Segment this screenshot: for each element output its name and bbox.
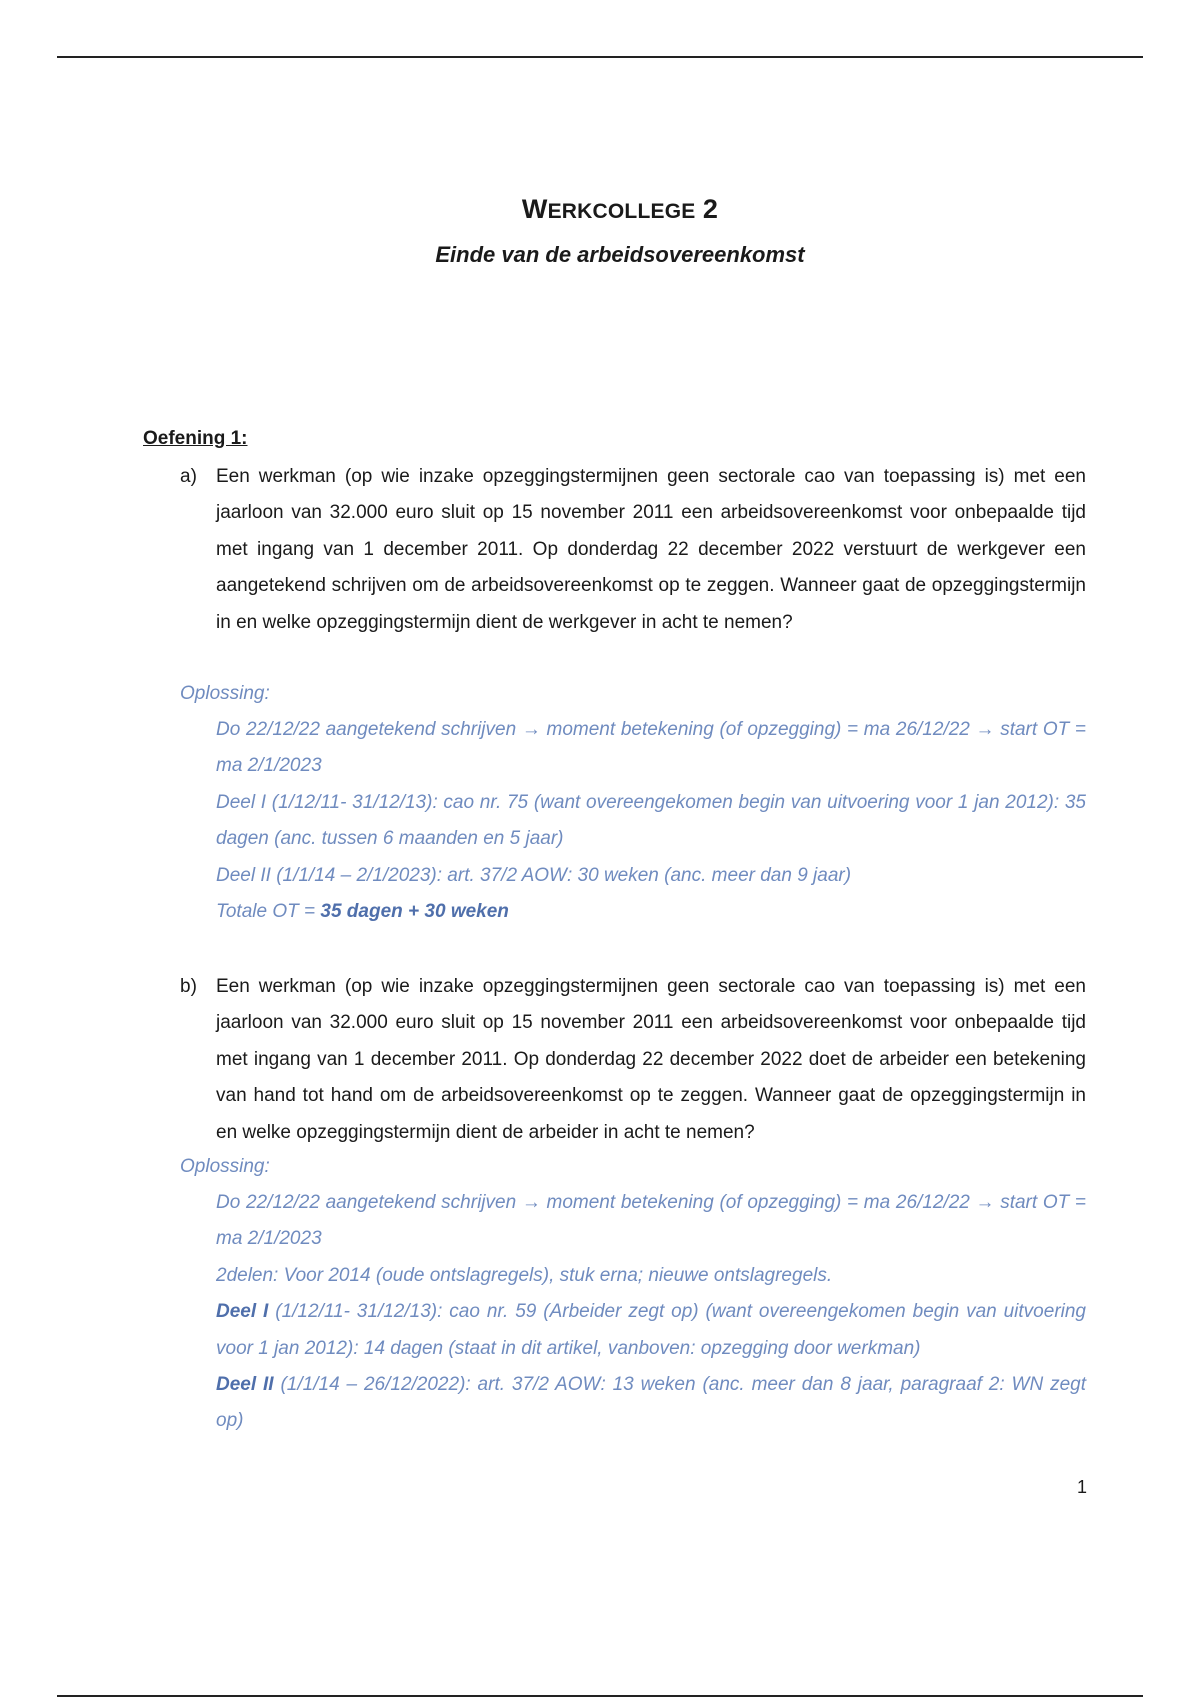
solution-b-line-2: 2delen: Voor 2014 (oude ontslagregels), stuk erna; nieuwe ontslagregels. xyxy=(216,1264,833,1286)
solution-a-total-value: 35 dagen + 30 weken xyxy=(320,901,509,923)
solution-b xyxy=(216,1185,1086,1440)
header-rule xyxy=(57,56,1143,58)
page-title: WERKCOLLEGE 2 xyxy=(521,194,719,224)
solution-b-deel-2: Deel II (1/1/14 – 26/12/2022): art. 37/2 AOW: 13 weken (anc. meer dan 8 jaar, paragraaf 2: WN zegt op) xyxy=(216,1374,1086,1432)
question-b: Een werkman (op wie inzake opzeggingstermijnen geen sectorale cao van toepassing is) met een jaarloon van 32.000 euro sluit op 15 november 2011 een arbeidsovereenkomst voor onbepaalde tijd met ingang van 1 december 2011. Op donderdag 22 december 2022 doet de arbeider een betekening van hand tot hand om de arbeidsovereenkomst op te zeggen. Wanneer gaat de opzeggingstermijn in en welke opzeggingstermijn dient de arbeider in acht te nemen? xyxy=(216,976,1086,1143)
solution-a-line-2: Deel I (1/12/11- 31/12/13): cao nr. 75 (want overeengekomen begin van uitvoering voor 1 jan 2012): 35 dagen (anc. tussen 6 maanden en 5 jaar) xyxy=(216,791,1086,850)
page-number: 1 xyxy=(1077,1477,1088,1497)
footer-rule xyxy=(57,1695,1143,1697)
exercise-heading: Oefening 1: xyxy=(143,428,248,449)
solution-b-deel-1: Deel I (1/12/11- 31/12/13): cao nr. 59 (Arbeider zegt op) (want overeengekomen begin van uitvoering voor 1 jan 2012): 14 dagen (staat in dit artikel, vanboven: opzegging door werkman) xyxy=(216,1301,1086,1359)
solution-a-total: Totale OT = 35 dagen + 30 weken xyxy=(216,901,509,923)
solution-label-b: Oplossing: xyxy=(180,1156,270,1177)
solution-a-line-3: Deel II (1/1/14 – 2/1/2023): art. 37/2 AOW: 30 weken (anc. meer dan 9 jaar) xyxy=(216,864,852,886)
solution-label-a: Oplossing: xyxy=(180,683,270,704)
item-label-b: b) xyxy=(180,976,197,997)
solution-b-line-1: Do 22/12/22 aangetekend schrijven → moment betekening (of opzegging) = ma 26/12/22 → start OT = ma 2/1/2023 xyxy=(216,1192,1086,1250)
solution-a-line-1: Do 22/12/22 aangetekend schrijven → moment betekening (of opzegging) = ma 26/12/22 → start OT = ma 2/1/2023 xyxy=(216,719,1086,777)
page-subtitle: Einde van de arbeidsovereenkomst xyxy=(435,242,805,267)
item-label-a: a) xyxy=(180,466,197,487)
question-a: Een werkman (op wie inzake opzeggingstermijnen geen sectorale cao van toepassing is) met een jaarloon van 32.000 euro sluit op 15 november 2011 een arbeidsovereenkomst voor onbepaalde tijd met ingang van 1 december 2011. Op donderdag 22 december 2022 verstuurt de werkgever een aangetekend schrijven om de arbeidsovereenkomst op te zeggen. Wanneer gaat de opzeggingstermijn in en welke opzeggingstermijn dient de werkgever in acht te nemen? xyxy=(216,466,1086,633)
solution-a xyxy=(216,712,1086,930)
